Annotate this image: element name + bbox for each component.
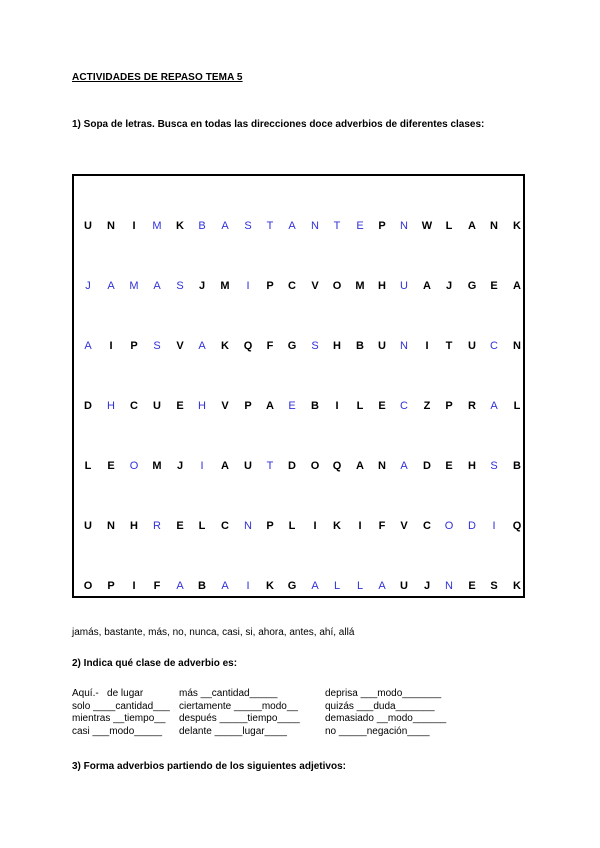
- grid-letter: S: [153, 340, 161, 352]
- grid-letter: H: [468, 460, 476, 472]
- grid-letter: K: [513, 580, 521, 592]
- grid-letter: M: [355, 280, 365, 292]
- adverb-item: delante _____lugar____: [179, 725, 287, 737]
- grid-letter: S: [490, 460, 498, 472]
- grid-letter: A: [153, 280, 161, 292]
- grid-letter: D: [288, 460, 296, 472]
- grid-row: [72, 220, 525, 280]
- grid-letter: I: [200, 460, 204, 472]
- grid-letter: C: [221, 520, 229, 532]
- grid-letter: C: [288, 280, 296, 292]
- grid-letter: D: [84, 400, 92, 412]
- adverb-item: quizás ___duda_______: [325, 700, 435, 712]
- grid-letter: Q: [512, 520, 522, 532]
- grid-letter: I: [132, 580, 136, 592]
- grid-letter: U: [244, 460, 252, 472]
- grid-letter: T: [445, 340, 453, 352]
- grid-letter: L: [198, 520, 206, 532]
- grid-letter: U: [153, 400, 161, 412]
- grid-letter: L: [288, 520, 296, 532]
- grid-letter: P: [266, 280, 274, 292]
- grid-letter: I: [335, 400, 339, 412]
- grid-letter: F: [153, 580, 161, 592]
- grid-letter: L: [84, 460, 92, 472]
- grid-letter: S: [244, 220, 252, 232]
- adverb-item: después _____tiempo____: [179, 713, 300, 724]
- grid-letter: E: [356, 220, 364, 232]
- grid-letter: I: [358, 520, 362, 532]
- adverb-item: solo ____cantidad___: [72, 700, 170, 712]
- grid-letter: E: [107, 460, 115, 472]
- grid-letter: L: [513, 400, 521, 412]
- adverb-item: deprisa ___modo_______: [325, 688, 442, 699]
- grid-letter: T: [266, 460, 274, 472]
- grid-letter: B: [513, 460, 521, 472]
- grid-letter: E: [288, 400, 296, 412]
- grid-letter: U: [378, 340, 386, 352]
- grid-letter: A: [513, 280, 521, 292]
- grid-letter: N: [244, 520, 252, 532]
- grid-letter: V: [176, 340, 184, 352]
- grid-letter: E: [445, 460, 453, 472]
- grid-letter: I: [313, 520, 317, 532]
- grid-letter: G: [467, 280, 477, 292]
- grid-letter: L: [356, 580, 364, 592]
- grid-letter: S: [490, 580, 498, 592]
- grid-letter: U: [84, 520, 92, 532]
- grid-letter: N: [490, 220, 498, 232]
- grid-letter: A: [423, 280, 431, 292]
- grid-letter: C: [423, 520, 431, 532]
- grid-letter: A: [221, 220, 229, 232]
- grid-letter: M: [129, 280, 139, 292]
- grid-row: [72, 460, 525, 520]
- grid-letter: N: [107, 220, 115, 232]
- grid-letter: M: [152, 220, 162, 232]
- grid-letter: H: [107, 400, 115, 412]
- grid-letter: H: [198, 400, 206, 412]
- grid-letter: H: [378, 280, 386, 292]
- page-title: ACTIVIDADES DE REPASO TEMA 5: [72, 72, 243, 83]
- grid-letter: O: [444, 520, 454, 532]
- grid-letter: M: [220, 280, 230, 292]
- adverb-item: más __cantidad_____: [179, 688, 278, 699]
- grid-letter: Z: [423, 400, 431, 412]
- grid-letter: J: [423, 580, 431, 592]
- grid-letter: N: [400, 220, 408, 232]
- grid-letter: K: [333, 520, 341, 532]
- grid-letter: W: [421, 220, 433, 232]
- adverb-item: demasiado __modo______: [325, 713, 447, 724]
- grid-row: [72, 520, 525, 580]
- grid-letter: V: [311, 280, 319, 292]
- grid-letter: H: [333, 340, 341, 352]
- grid-letter: C: [490, 340, 498, 352]
- grid-letter: E: [176, 520, 184, 532]
- question-2: 2) Indica qué clase de adverbio es:: [72, 658, 238, 669]
- grid-letter: D: [423, 460, 431, 472]
- grid-letter: K: [513, 220, 521, 232]
- grid-letter: P: [378, 220, 386, 232]
- grid-letter: B: [311, 400, 319, 412]
- grid-letter: P: [130, 340, 138, 352]
- grid-letter: A: [266, 400, 274, 412]
- grid-letter: A: [400, 460, 408, 472]
- grid-letter: L: [356, 400, 364, 412]
- grid-letter: P: [107, 580, 115, 592]
- grid-letter: K: [176, 220, 184, 232]
- grid-letter: T: [266, 220, 274, 232]
- grid-letter: T: [333, 220, 341, 232]
- grid-letter: H: [130, 520, 138, 532]
- grid-letter: O: [83, 580, 93, 592]
- grid-row: [72, 340, 525, 400]
- grid-letter: I: [109, 340, 113, 352]
- grid-letter: I: [425, 340, 429, 352]
- grid-letter: U: [400, 280, 408, 292]
- grid-letter: A: [198, 340, 206, 352]
- grid-letter: J: [445, 280, 453, 292]
- grid-letter: N: [400, 340, 408, 352]
- grid-letter: A: [221, 460, 229, 472]
- grid-letter: I: [132, 220, 136, 232]
- grid-letter: V: [400, 520, 408, 532]
- grid-letter: N: [378, 460, 386, 472]
- grid-letter: U: [468, 340, 476, 352]
- grid-letter: B: [198, 220, 206, 232]
- grid-letter: F: [378, 520, 386, 532]
- grid-letter: I: [492, 520, 496, 532]
- grid-letter: S: [311, 340, 319, 352]
- grid-letter: M: [152, 460, 162, 472]
- question-3: 3) Forma adverbios partiendo de los siguientes adjetivos:: [72, 761, 346, 772]
- grid-letter: F: [266, 340, 274, 352]
- grid-letter: Q: [332, 460, 342, 472]
- grid-letter: I: [246, 580, 250, 592]
- grid-letter: B: [198, 580, 206, 592]
- grid-letter: P: [445, 400, 453, 412]
- grid-letter: O: [332, 280, 342, 292]
- grid-letter: S: [176, 280, 184, 292]
- grid-letter: A: [468, 220, 476, 232]
- grid-letter: I: [246, 280, 250, 292]
- grid-letter: G: [287, 340, 297, 352]
- grid-letter: A: [288, 220, 296, 232]
- grid-letter: C: [400, 400, 408, 412]
- word-list: jamás, bastante, más, no, nunca, casi, si, ahora, antes, ahí, allá: [72, 627, 355, 638]
- grid-letter: R: [153, 520, 161, 532]
- grid-letter: U: [400, 580, 408, 592]
- grid-letter: A: [176, 580, 184, 592]
- grid-letter: P: [266, 520, 274, 532]
- adverb-item: casi ___modo_____: [72, 725, 163, 737]
- grid-letter: O: [129, 460, 139, 472]
- grid-letter: K: [266, 580, 274, 592]
- grid-letter: L: [445, 220, 453, 232]
- grid-letter: K: [221, 340, 229, 352]
- grid-letter: O: [310, 460, 320, 472]
- grid-letter: N: [107, 520, 115, 532]
- grid-letter: J: [85, 280, 91, 292]
- grid-letter: A: [84, 340, 92, 352]
- grid-letter: G: [287, 580, 297, 592]
- grid-letter: A: [107, 280, 115, 292]
- grid-letter: E: [490, 280, 498, 292]
- question-1: 1) Sopa de letras. Busca en todas las direcciones doce adverbios de diferentes clases:: [72, 119, 485, 130]
- grid-letter: D: [468, 520, 476, 532]
- grid-letter: A: [490, 400, 498, 412]
- grid-letter: B: [356, 340, 364, 352]
- grid-letter: E: [176, 400, 184, 412]
- grid-letter: A: [221, 580, 229, 592]
- grid-letter: J: [176, 460, 184, 472]
- grid-letter: J: [198, 280, 206, 292]
- grid-letter: U: [84, 220, 92, 232]
- grid-letter: E: [378, 400, 386, 412]
- grid-letter: R: [468, 400, 476, 412]
- grid-letter: Q: [243, 340, 253, 352]
- grid-letter: A: [311, 580, 319, 592]
- grid-letter: A: [356, 460, 364, 472]
- grid-letter: V: [221, 400, 229, 412]
- grid-letter: N: [311, 220, 319, 232]
- adverb-item: Aquí.- de lugar: [72, 688, 144, 699]
- grid-letter: L: [333, 580, 341, 592]
- word-search-grid: [72, 174, 525, 598]
- grid-row: [72, 280, 525, 340]
- grid-letter: C: [130, 400, 138, 412]
- grid-letter: P: [244, 400, 252, 412]
- adverb-item: no _____negación____: [325, 725, 430, 737]
- grid-letter: A: [378, 580, 386, 592]
- grid-letter: N: [513, 340, 521, 352]
- adverb-item: ciertamente _____modo__: [179, 700, 298, 712]
- adverb-item: mientras __tiempo__: [72, 713, 166, 724]
- grid-letter: N: [445, 580, 453, 592]
- grid-letter: E: [468, 580, 476, 592]
- grid-row: [72, 400, 525, 460]
